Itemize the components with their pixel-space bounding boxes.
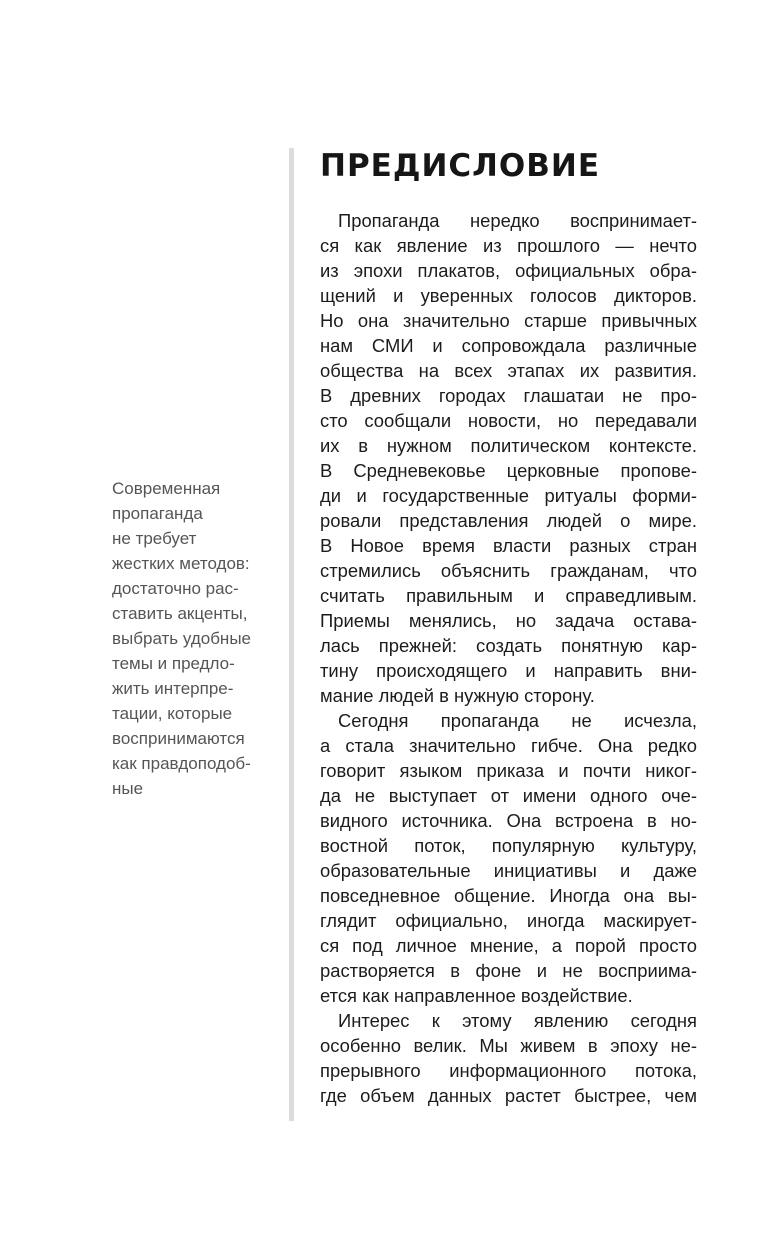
vertical-divider [289,148,294,1121]
body-text [320,208,697,1108]
margin-note-line: жестких методов: [112,554,250,573]
paragraph-line: образовательные инициативы и даже [320,860,697,881]
paragraph-line: да не выступает от имени одного оче- [320,785,697,806]
margin-note-line: достаточно рас- [112,579,239,598]
paragraph-line: Но она значительно старше привычных [320,310,697,331]
paragraph-line: тину происходящего и направить вни- [320,660,697,681]
paragraph-line: говорит языком приказа и почти никог- [320,760,697,781]
paragraph-line: востной поток, популярную культуру, [320,835,697,856]
paragraph-line: считать правильным и справедливым. [320,585,697,606]
margin-note-line: пропаганда [112,504,203,523]
margin-note-line: Современная [112,479,221,498]
paragraph-line: глядит официально, иногда маскирует- [320,910,697,931]
paragraph-line: их в нужном политическом контексте. [320,435,697,456]
margin-note-line: жить интерпре- [112,679,234,698]
paragraph-line: особенно велик. Мы живем в эпоху не- [320,1035,697,1056]
paragraph-line: мание людей в нужную сторону. [320,685,595,706]
paragraph-line: сто сообщали новости, но передавали [320,410,697,431]
paragraph-line: В древних городах глашатаи не про- [320,385,697,406]
paragraph-line: растворяется в фоне и не восприима- [320,960,697,981]
paragraph-line: Сегодня пропаганда не исчезла, [338,710,697,731]
paragraph-line: ди и государственные ритуалы форми- [320,485,697,506]
margin-note-line: ставить акценты, [112,604,248,623]
margin-note-line: выбрать удобные [112,629,251,648]
paragraph-line: Пропаганда нередко воспринимает- [338,210,697,231]
paragraph-line: повседневное общение. Иногда она вы- [320,885,697,906]
paragraph-line: прерывного информационного потока, [320,1060,697,1081]
paragraph-line: Интерес к этому явлению сегодня [338,1010,697,1031]
paragraph-line: щений и уверенных голосов дикторов. [320,285,697,306]
paragraph-line: ровали представления людей о мире. [320,510,697,531]
paragraph-line: а стала значительно гибче. Она редко [320,735,697,756]
margin-note-line: не требует [112,529,197,548]
paragraph-line: общества на всех этапах их развития. [320,360,697,381]
paragraph-line: Приемы менялись, но задача остава- [320,610,697,631]
paragraph-line: ся как явление из прошлого — нечто [320,235,697,256]
paragraph-line: В Новое время власти разных стран [320,535,697,556]
paragraph-line: из эпохи плакатов, официальных обра- [320,260,697,281]
margin-note-line: как правдоподоб- [112,754,251,773]
paragraph-line: где объем данных растет быстрее, чем [320,1085,697,1106]
paragraph-line: ется как направленное воздействие. [320,985,633,1006]
paragraph-line: лась прежней: создать понятную кар- [320,635,697,656]
margin-note [112,476,272,801]
paragraph-line: видного источника. Она встроена в но- [320,810,697,831]
margin-note-line: темы и предло- [112,654,235,673]
paragraph-line: стремились объяснить гражданам, что [320,560,697,581]
margin-note-line: тации, которые [112,704,233,723]
paragraph-line: ся под личное мнение, а порой просто [320,935,697,956]
margin-note-line: воспринимаются [112,729,245,748]
margin-note-line: ные [112,779,144,798]
chapter-title: ПРЕДИСЛОВИЕ [320,148,600,184]
paragraph-line: нам СМИ и сопровождала различные [320,335,697,356]
paragraph-line: В Средневековье церковные пропове- [320,460,697,481]
